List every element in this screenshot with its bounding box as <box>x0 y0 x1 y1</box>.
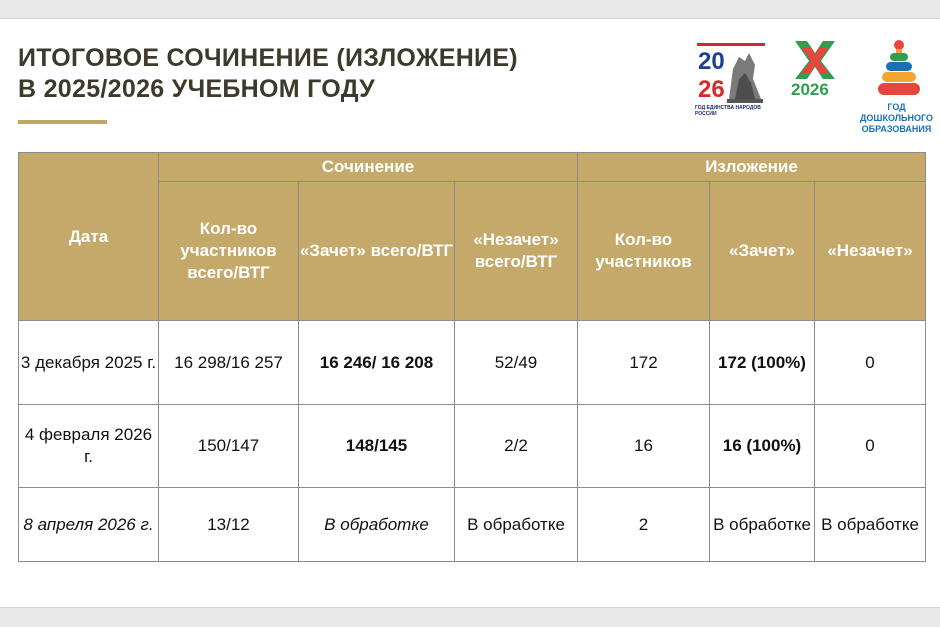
cell-essay-pass: 148/145 <box>299 405 455 488</box>
cell-date: 4 февраля 2026 г. <box>19 405 159 488</box>
unity-year-caption: ГОД ЕДИНСТВА НАРОДОВ РОССИИ <box>695 105 761 117</box>
slide <box>0 18 940 608</box>
table-row <box>19 405 926 488</box>
cell-essay-fail: В обработке <box>455 488 578 562</box>
header-expo-fail: «Незачет» <box>815 182 926 321</box>
cell-essay-participants: 13/12 <box>159 488 299 562</box>
header-date: Дата <box>19 153 159 321</box>
unity-year-logo <box>695 39 767 123</box>
svg-text:2026: 2026 <box>791 80 829 97</box>
pyramid-toy-icon <box>853 39 940 101</box>
unity-year-emblem-icon <box>695 39 767 105</box>
preschool-year-caption: ГОД ДОШКОЛЬНОГО ОБРАЗОВАНИЯ <box>860 102 933 134</box>
header-essay-fail: «Незачет» всего/ВТГ <box>455 182 578 321</box>
svg-text:20: 20 <box>698 48 725 75</box>
cell-essay-pass: 16 246/ 16 208 <box>299 321 455 405</box>
cell-expo-participants: 2 <box>578 488 710 562</box>
header-essay-pass: «Зачет» всего/ВТГ <box>299 182 455 321</box>
cell-essay-fail: 52/49 <box>455 321 578 405</box>
cell-essay-participants: 150/147 <box>159 405 299 488</box>
cell-date: 3 декабря 2025 г. <box>19 321 159 405</box>
header-essay-participants: Кол-во участников всего/ВТГ <box>159 182 299 321</box>
header-exposition: Изложение <box>578 153 926 182</box>
header-expo-pass: «Зачет» <box>710 182 815 321</box>
svg-text:26: 26 <box>698 76 725 103</box>
header-essay: Сочинение <box>159 153 578 182</box>
cell-expo-fail: В обработке <box>815 488 926 562</box>
preschool-year-logo <box>853 39 940 134</box>
header-expo-participants: Кол-во участников <box>578 182 710 321</box>
cell-expo-fail: 0 <box>815 405 926 488</box>
results-table <box>18 152 926 562</box>
cell-expo-participants: 16 <box>578 405 710 488</box>
cell-date: 8 апреля 2026 г. <box>19 488 159 562</box>
table-row <box>19 321 926 405</box>
cell-expo-pass: 172 (100%) <box>710 321 815 405</box>
festival-star-icon <box>787 39 843 97</box>
title-underline <box>18 120 107 124</box>
cell-expo-pass: 16 (100%) <box>710 405 815 488</box>
festival-2026-logo <box>787 39 843 123</box>
cell-expo-participants: 172 <box>578 321 710 405</box>
title-line-2: В 2025/2026 УЧЕБНОМ ГОДУ <box>18 75 375 103</box>
title-line-1: ИТОГОВОЕ СОЧИНЕНИЕ (ИЗЛОЖЕНИЕ) <box>18 44 518 72</box>
cell-expo-fail: 0 <box>815 321 926 405</box>
slide-title <box>18 43 518 105</box>
table-row <box>19 488 926 562</box>
cell-expo-pass: В обработке <box>710 488 815 562</box>
cell-essay-pass: В обработке <box>299 488 455 562</box>
table-header-row-groups <box>19 153 926 182</box>
cell-essay-participants: 16 298/16 257 <box>159 321 299 405</box>
cell-essay-fail: 2/2 <box>455 405 578 488</box>
